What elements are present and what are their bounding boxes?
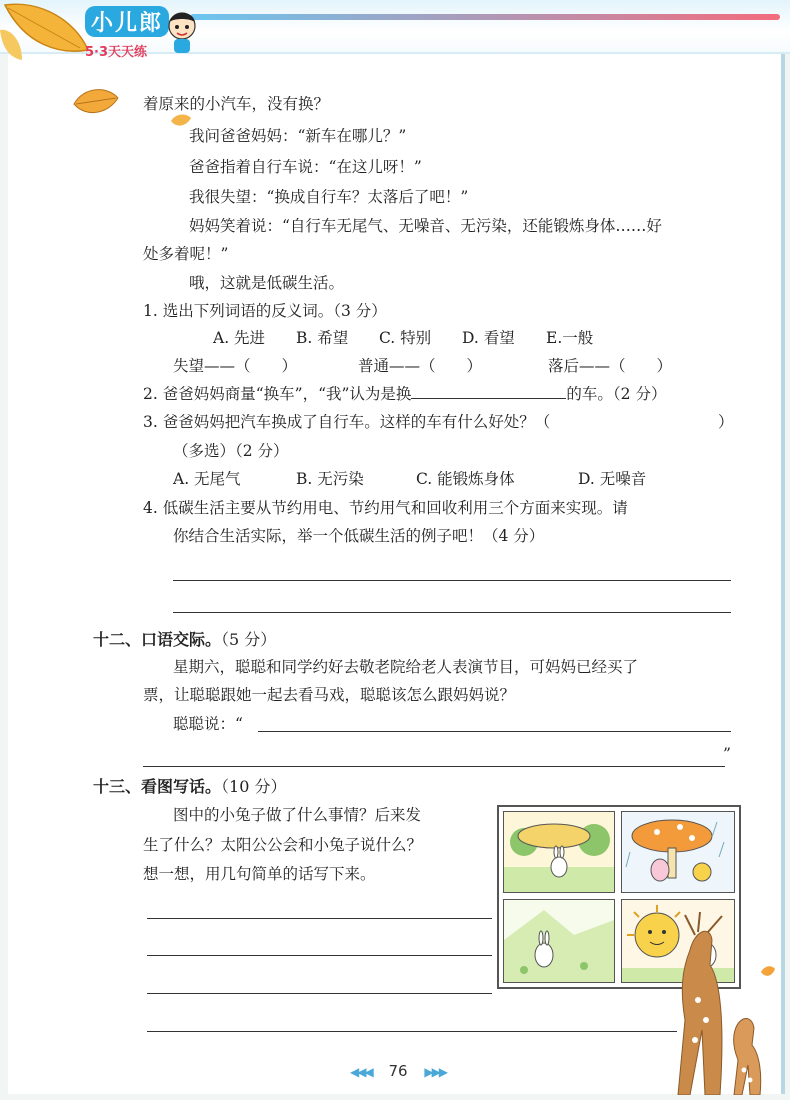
q3-option-a: A. 无尾气 bbox=[173, 470, 241, 488]
comic-panel-2 bbox=[621, 811, 735, 893]
s12-prompt: 聪聪说：“ bbox=[173, 715, 243, 733]
next-arrows: ▶▶▶ bbox=[424, 1065, 447, 1079]
q1-option-a: A. 先进 bbox=[213, 329, 266, 347]
rabbit-mushroom-rain-icon bbox=[622, 812, 734, 892]
passage-line-2: 我问爸爸妈妈：“新车在哪儿？” bbox=[189, 127, 407, 145]
s13-answer-line-2[interactable] bbox=[147, 955, 492, 956]
prev-arrows: ◀◀◀ bbox=[350, 1065, 372, 1079]
section-13-points: （10 分） bbox=[221, 777, 287, 796]
q4-line-2: 你结合生活实际，举一个低碳生活的例子吧！（4 分） bbox=[173, 527, 545, 545]
autumn-leaf-decoration bbox=[0, 0, 95, 70]
q2-line bbox=[143, 382, 666, 404]
s13-answer-line-1[interactable] bbox=[147, 918, 492, 919]
passage-line-6: 处多着呢！” bbox=[143, 245, 229, 263]
brand-name: 小儿郎 bbox=[85, 6, 169, 37]
q1-stem: 1. 选出下列词语的反义词。（3 分） bbox=[143, 302, 387, 320]
rabbit-walking-icon bbox=[504, 812, 614, 892]
s13-answer-line-3[interactable] bbox=[147, 993, 492, 994]
header-stripe bbox=[190, 14, 780, 20]
q3-stem: 3. 爸爸妈妈把汽车换成了自行车。这样的车有什么好处？（ bbox=[143, 413, 551, 431]
s12-close-quote: ” bbox=[723, 745, 731, 763]
page-number: 76 bbox=[388, 1062, 408, 1080]
q1-option-d: D. 看望 bbox=[462, 329, 515, 347]
passage-line-1: 着原来的小汽车，没有换？ bbox=[143, 95, 330, 113]
s13-line-2: 生了什么？太阳公公会和小兔子说什么？ bbox=[143, 836, 423, 854]
q4-answer-line-2[interactable] bbox=[173, 612, 731, 613]
passage-line-5: 妈妈笑着说：“自行车无尾气、无噪音、无污染，还能锻炼身体……好 bbox=[189, 217, 662, 235]
comic-panel-3 bbox=[503, 899, 615, 983]
rabbit-field-icon bbox=[504, 900, 614, 982]
q4-answer-line-1[interactable] bbox=[173, 580, 731, 581]
passage-line-3: 爸爸指着自行车说：“在这儿呀！” bbox=[189, 158, 422, 176]
section-12-title bbox=[93, 627, 276, 650]
s12-answer-line-1[interactable] bbox=[258, 731, 731, 732]
series-name: 5·3天天练 bbox=[85, 45, 148, 60]
q1-item-1[interactable]: 失望——（ ） bbox=[173, 357, 298, 375]
tiny-leaf-icon bbox=[760, 965, 776, 979]
passage-line-7: 哦，这就是低碳生活。 bbox=[189, 274, 345, 292]
q4-line-1: 4. 低碳生活主要从节约用电、节约用气和回收利用三个方面来实现。请 bbox=[143, 499, 628, 517]
q3-note: （多选）（2 分） bbox=[173, 442, 289, 460]
s13-answer-line-4[interactable] bbox=[147, 1031, 677, 1032]
mascot-boy-icon bbox=[165, 10, 199, 54]
q3-option-b: B. 无污染 bbox=[296, 470, 364, 488]
s12-line-1: 星期六，聪聪和同学约好去敬老院给老人表演节目，可妈妈已经买了 bbox=[173, 658, 639, 676]
passage-line-4: 我很失望：“换成自行车？太落后了吧！” bbox=[189, 188, 469, 206]
q2-text-before: 2. 爸爸妈妈商量“换车”，“我”认为是换 bbox=[143, 385, 412, 403]
deer-illustration bbox=[650, 910, 780, 1095]
comic-panel-1 bbox=[503, 811, 615, 893]
q1-option-c: C. 特别 bbox=[379, 329, 432, 347]
s12-answer-line-2[interactable] bbox=[143, 766, 725, 767]
s13-line-1: 图中的小兔子做了什么事情？后来发 bbox=[173, 806, 422, 824]
q3-stem-end: ） bbox=[718, 413, 734, 431]
brand-logo bbox=[85, 6, 169, 60]
page-footer bbox=[350, 1062, 446, 1080]
q3-option-c: C. 能锻炼身体 bbox=[416, 470, 515, 488]
s13-line-3: 想一想，用几句简单的话写下来。 bbox=[143, 865, 376, 883]
q1-option-b: B. 希望 bbox=[296, 329, 349, 347]
section-13-title bbox=[93, 774, 286, 797]
q1-item-3[interactable]: 落后——（ ） bbox=[548, 357, 673, 375]
leaf-icon bbox=[72, 84, 120, 124]
q2-answer-blank[interactable] bbox=[411, 398, 566, 399]
q2-text-after: 的车。（2 分） bbox=[566, 385, 667, 403]
section-13-label: 十三、看图写话。 bbox=[93, 777, 222, 796]
s12-line-2: 票，让聪聪跟她一起去看马戏，聪聪该怎么跟妈妈说？ bbox=[143, 686, 516, 704]
q1-item-2[interactable]: 普通——（ ） bbox=[358, 357, 483, 375]
q1-option-e: E.一般 bbox=[546, 329, 594, 347]
section-12-label: 十二、口语交际。 bbox=[93, 630, 222, 649]
q3-option-d: D. 无噪音 bbox=[578, 470, 647, 488]
section-12-points: （5 分） bbox=[221, 630, 277, 649]
